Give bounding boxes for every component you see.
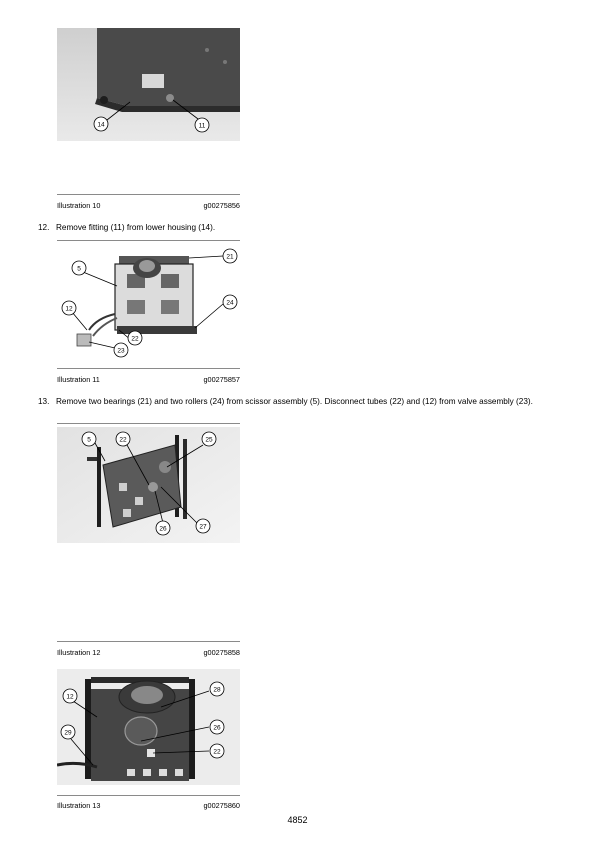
illustration-code: g00275857 [203, 375, 240, 384]
illustration-11-caption [57, 375, 240, 385]
illustration-11-top-rule [57, 240, 240, 241]
callout-12 [62, 688, 78, 704]
illustration-10-rule [57, 194, 240, 195]
svg-text:12: 12 [65, 305, 73, 313]
callout-24 [222, 294, 238, 310]
svg-text:21: 21 [226, 253, 234, 261]
illustration-label: Illustration 13 [57, 801, 101, 810]
callout-27 [195, 518, 211, 534]
svg-text:27: 27 [199, 523, 207, 531]
callout-5 [71, 260, 87, 276]
illustration-13-rule [57, 795, 240, 796]
callout-25 [201, 431, 217, 447]
step-number: 12. [38, 223, 50, 232]
callout-22 [209, 743, 225, 759]
illustration-label: Illustration 12 [57, 648, 101, 657]
svg-text:22: 22 [119, 436, 127, 444]
svg-text:28: 28 [213, 686, 221, 694]
illustration-label: Illustration 10 [57, 201, 101, 210]
illustration-label: Illustration 11 [57, 375, 100, 384]
svg-text:5: 5 [77, 265, 81, 273]
svg-text:22: 22 [213, 748, 221, 756]
callout-12 [61, 300, 77, 316]
illustration-code: g00275860 [203, 801, 240, 810]
svg-text:22: 22 [131, 335, 139, 343]
callout-26 [209, 719, 225, 735]
callout-22 [115, 431, 131, 447]
svg-text:26: 26 [213, 724, 221, 732]
step-text: Remove two bearings (21) and two rollers (24) from scissor assembly (5). Disconnect tubes (22) and (12) from valve assembly (23). [56, 397, 533, 406]
illustration-12-image [57, 427, 240, 543]
illustration-12-rule [57, 641, 240, 642]
callout-14 [93, 116, 109, 132]
illustration-code: g00275858 [203, 648, 240, 657]
illustration-11-rule [57, 368, 240, 369]
callout-22 [127, 330, 143, 346]
step-number: 13. [38, 397, 50, 406]
svg-text:12: 12 [66, 693, 74, 701]
callout-26 [155, 520, 171, 536]
callout-11 [194, 117, 210, 133]
illustration-13-image [57, 669, 240, 785]
svg-text:5: 5 [87, 436, 91, 444]
svg-text:25: 25 [205, 436, 213, 444]
svg-text:11: 11 [198, 122, 206, 130]
page-number: 4852 [287, 815, 308, 825]
svg-text:26: 26 [159, 525, 167, 533]
illustration-10-image [57, 28, 240, 141]
callout-21 [222, 248, 238, 264]
svg-text:23: 23 [117, 347, 125, 355]
illustration-12-caption [57, 648, 240, 658]
callout-29 [60, 724, 76, 740]
svg-text:24: 24 [226, 299, 234, 307]
svg-text:29: 29 [64, 729, 72, 737]
illustration-10-caption [57, 201, 240, 211]
illustration-12-top-rule [57, 423, 240, 424]
callout-5 [81, 431, 97, 447]
illustration-13-caption [57, 801, 240, 811]
step-text: Remove fitting (11) from lower housing (14). [56, 223, 216, 232]
illustration-11-image [57, 244, 240, 364]
illustration-code: g00275856 [203, 201, 240, 210]
callout-23 [113, 342, 129, 358]
svg-text:14: 14 [97, 121, 105, 129]
callout-28 [209, 681, 225, 697]
